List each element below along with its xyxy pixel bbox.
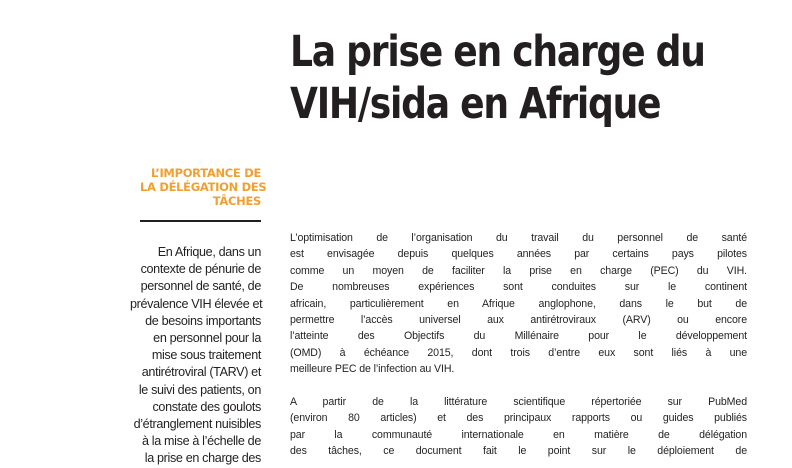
body-line: De nombreuses expériences sont conduites sur le continent [290, 281, 747, 294]
sidebar-line: antirétroviral (TARV) et [141, 365, 261, 380]
sidebar-line: prévalence VIH élevée et [130, 296, 263, 311]
sidebar-line: contexte de pénurie de [140, 262, 261, 277]
sidebar-line: le suivi des patients, on [138, 382, 261, 397]
sidebar-line: En Afrique, dans un [157, 245, 261, 259]
body-line: l’atteinte des Objectifs du Millénaire pour le développement [290, 330, 747, 343]
kicker-line: TÂCHES [212, 194, 261, 208]
sidebar-line: d’étranglement nuisibles [133, 417, 261, 432]
body-line: est envisagée depuis quelques années par certains pays pilotes [290, 248, 747, 261]
body-line: (environ 80 articles) et des principaux rapports ou guides publiés [290, 412, 747, 425]
body-line: des tâches, ce document fait le point sur le déploiement de [290, 445, 747, 458]
sidebar-line: constate des goulots [152, 399, 261, 414]
body-line: L’optimisation de l’organisation du travail du personnel de santé [290, 232, 747, 244]
title-line: La prise en charge du [290, 27, 705, 77]
section-kicker [140, 166, 267, 208]
sidebar-line: mise sous traitement [151, 348, 261, 363]
body-paragraph [290, 230, 747, 378]
body-line: permettre l’accès universel aux antirétroviraux (ARV) ou encore [290, 314, 747, 327]
kicker-line: L’IMPORTANCE DE [151, 166, 261, 180]
body-line: (OMD) à échéance 2015, dont trois d’entre eux sont liés à une [290, 346, 747, 359]
body-text [290, 230, 747, 460]
body-line: africain, particulièrement en Afrique anglophone, dans le but de [290, 297, 747, 310]
sidebar-line: personnel de santé, de [140, 279, 261, 294]
page-title [290, 26, 705, 130]
body-line: comme un moyen de faciliter la prise en charge (PEC) du VIH. [290, 264, 747, 277]
body-line: par la communauté internationale en matière de délégation [290, 428, 747, 441]
body-line: A partir de la littérature scientifique répertoriée sur PubMed [290, 396, 747, 409]
kicker-divider [140, 220, 261, 222]
sidebar-intro [130, 244, 261, 468]
body-line: meilleure PEC de l’infection au VIH. [290, 363, 455, 376]
sidebar-line: en personnel pour la [153, 331, 261, 346]
kicker-line: LA DÉLÉGATION DES [140, 180, 267, 194]
sidebar-line: de besoins importants [145, 313, 261, 328]
sidebar-line: la prise en charge des [144, 451, 261, 466]
sidebar-line: à la mise à l’échelle de [141, 434, 261, 449]
body-paragraph [290, 394, 747, 460]
title-line: VIH/sida en Afrique [290, 79, 661, 129]
